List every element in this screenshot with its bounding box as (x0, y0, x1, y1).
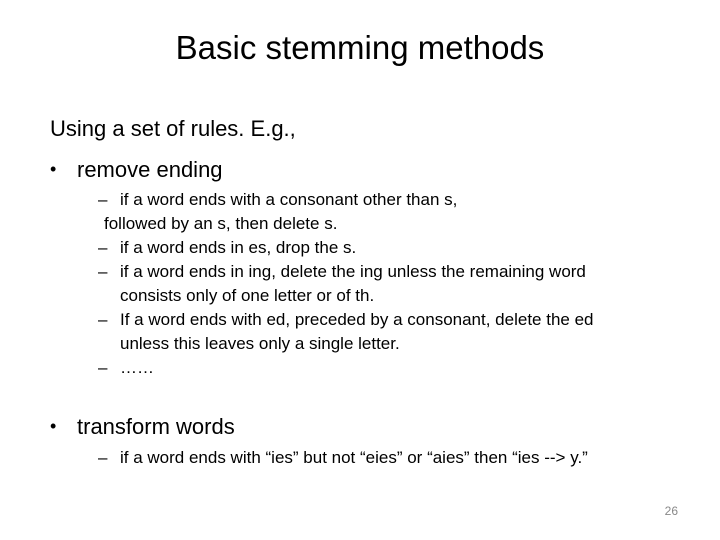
slide-title: Basic stemming methods (175, 29, 545, 66)
dash-icon: – (98, 190, 108, 209)
bullet-heading: transform words (77, 414, 235, 439)
rule-text: …… (120, 358, 154, 377)
rule-item (98, 236, 594, 260)
bullet-heading: remove ending (77, 157, 223, 182)
transform-words-rules (98, 446, 588, 470)
bullet-icon: • (50, 416, 57, 436)
dash-icon: – (98, 310, 108, 329)
rule-text: if a word ends in es, drop the s. (120, 238, 357, 257)
rule-item (98, 446, 588, 470)
rule-item (98, 188, 594, 212)
rule-continuation (98, 284, 594, 308)
dash-icon: – (98, 448, 108, 467)
remove-ending-rules (98, 188, 594, 380)
rule-text: if a word ends with “ies” but not “eies” or “aies” then “ies --> y.” (120, 448, 588, 467)
dash-icon: – (98, 262, 108, 281)
bullet-icon: • (50, 159, 57, 179)
rule-text: followed by an s, then delete s. (104, 214, 338, 233)
rule-text: if a word ends in ing, delete the ing unless the remaining word (120, 262, 586, 281)
rule-text: consists only of one letter or of th. (120, 286, 375, 305)
dash-icon: – (98, 358, 108, 377)
bullet-remove-ending (50, 154, 223, 185)
rule-continuation (98, 332, 594, 356)
rule-text: If a word ends with ed, preceded by a consonant, delete the ed (120, 310, 594, 329)
rule-item (98, 356, 594, 380)
page-number: 26 (664, 504, 678, 518)
dash-icon: – (98, 238, 108, 257)
rule-continuation (98, 212, 594, 236)
rule-item (98, 260, 594, 284)
bullet-transform-words (50, 411, 235, 442)
rule-item (98, 308, 594, 332)
rule-text: if a word ends with a consonant other than s, (120, 190, 458, 209)
rule-text: unless this leaves only a single letter. (120, 334, 400, 353)
intro-text: Using a set of rules. E.g., (50, 116, 296, 141)
